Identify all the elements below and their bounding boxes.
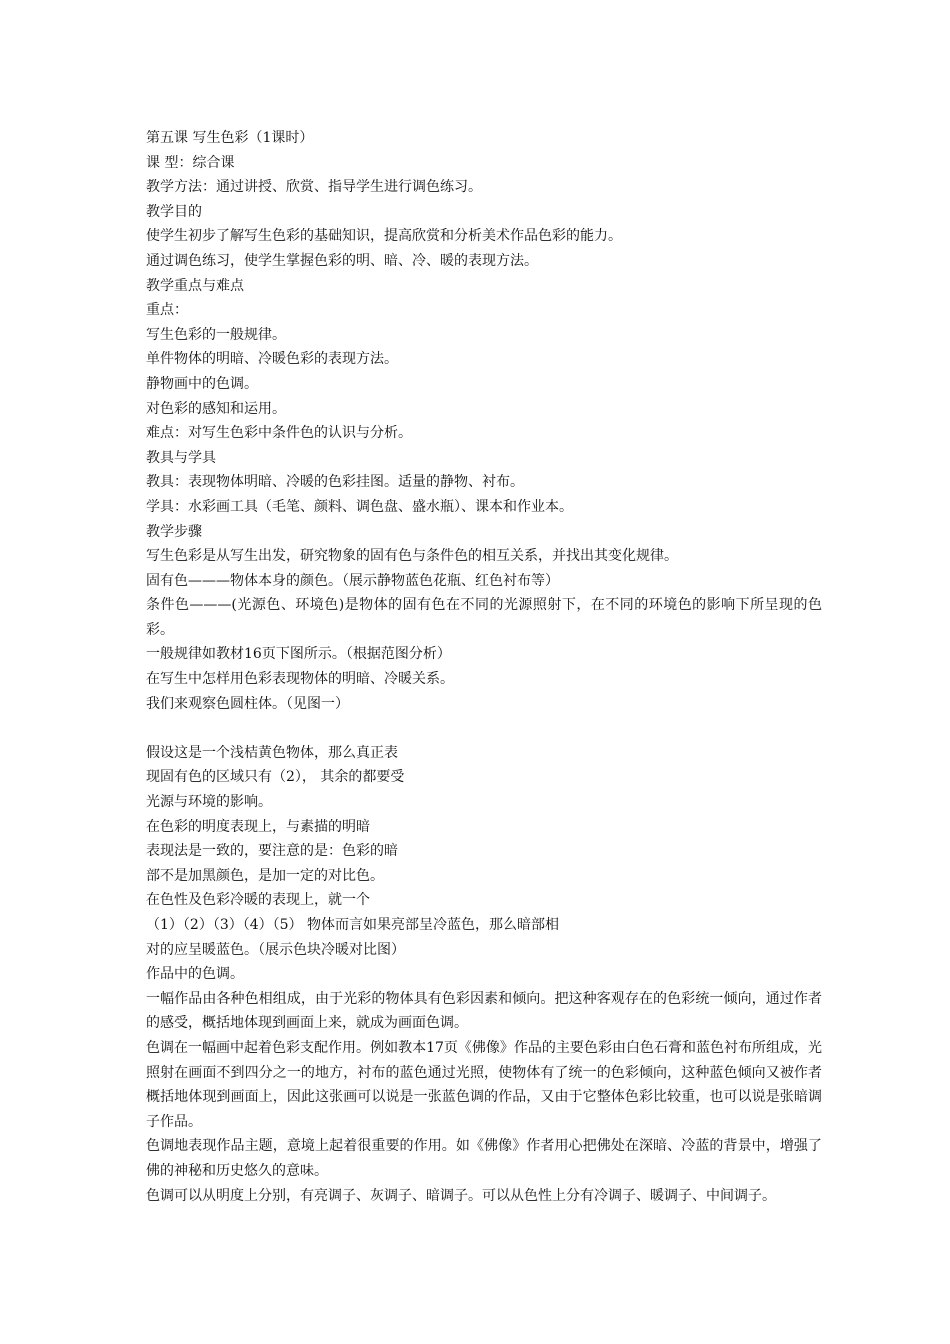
- lesson-title: 第五课 写生色彩（1课时）: [146, 130, 314, 146]
- paragraph: 色调在一幅画中起着色彩支配作用。例如教本17页《佛像》作品的主要色彩由白色石膏和蓝色衬布所组成，光照射在画面不到四分之一的地方，衬布的蓝色通过光照，使物体有了统一的色彩倾向，这种蓝色倾向又被作者概括地体现到画面上，因此这张画可以说是一张蓝色调的作品，又由于它整体色彩比较重，也可以说是张暗调子作品。: [146, 1039, 822, 1130]
- paragraph: 光源与环境的影响。: [146, 794, 272, 811]
- section-heading-goals: 教学目的: [146, 203, 202, 220]
- key-point-item: 对色彩的感知和运用。: [146, 400, 286, 417]
- paragraph: 条件色———(光源色、环境色)是物体的固有色在不同的光源照射下，在不同的环境色的影响下所呈现的色彩。: [146, 597, 822, 638]
- paragraph: 色调地表现作品主题，意境上起着很重要的作用。如《佛像》作者用心把佛处在深暗、冷蓝的背景中，增强了佛的神秘和历史悠久的意味。: [146, 1138, 822, 1179]
- paragraph: 固有色———物体本身的颜色。（展示静物蓝色花瓶、红色衬布等）: [146, 572, 559, 589]
- paragraph: 色调可以从明度上分别，有亮调子、灰调子、暗调子。可以从色性上分有冷调子、暖调子、中间调子。: [146, 1187, 776, 1204]
- paragraph: 现固有色的区域只有（2）， 其余的都要受: [146, 769, 405, 786]
- paragraph: 部不是加黑颜色，是加一定的对比色。: [146, 867, 384, 884]
- goal-line: 使学生初步了解写生色彩的基础知识，提高欣赏和分析美术作品色彩的能力。: [146, 228, 622, 245]
- paragraph: 作品中的色调。: [146, 966, 244, 983]
- key-point-item: 单件物体的明暗、冷暖色彩的表现方法。: [146, 351, 398, 368]
- teaching-method: 教学方法：通过讲授、欣赏、指导学生进行调色练习。: [146, 179, 482, 196]
- paragraph: 写生色彩是从写生出发，研究物象的固有色与条件色的相互关系，并找出其变化规律。: [146, 548, 678, 565]
- section-heading-steps: 教学步骤: [146, 523, 202, 540]
- key-point-item: 写生色彩的一般规律。: [146, 326, 286, 343]
- teacher-tools: 教具：表现物体明暗、冷暖的色彩挂图。适量的静物、衬布。: [146, 474, 524, 491]
- paragraph: 一幅作品由各种色相组成，由于光彩的物体具有色彩因素和倾向。把这种客观存在的色彩统一倾向，通过作者的感受，概括地体现到画面上来，就成为画面色调。: [146, 990, 822, 1032]
- paragraph: 我们来观察色圆柱体。（见图一）: [146, 695, 349, 712]
- student-tools: 学具：水彩画工具（毛笔、颜料、调色盘、盛水瓶）、课本和作业本。: [146, 498, 573, 515]
- key-points-label: 重点：: [146, 302, 188, 319]
- paragraph: 对的应呈暖蓝色。（展示色块冷暖对比图）: [146, 941, 405, 958]
- goal-line: 通过调色练习，使学生掌握色彩的明、暗、冷、暖的表现方法。: [146, 252, 538, 269]
- lesson-type: 课 型：综合课: [146, 154, 235, 171]
- difficulty-line: 难点：对写生色彩中条件色的认识与分析。: [146, 425, 412, 442]
- paragraph: 在色彩的明度表现上，与素描的明暗: [146, 818, 370, 835]
- blank-line: [146, 716, 822, 741]
- document-body: [146, 126, 822, 1208]
- paragraph: （1）（2）（3）（4）（5） 物体而言如果亮部呈冷蓝色，那么暗部相: [146, 917, 559, 933]
- paragraph: 在色性及色彩冷暖的表现上，就一个: [146, 892, 370, 909]
- paragraph: 假设这是一个浅桔黄色物体，那么真正表: [146, 744, 398, 761]
- key-point-item: 静物画中的色调。: [146, 375, 258, 392]
- paragraph: 表现法是一致的，要注意的是：色彩的暗: [146, 843, 398, 860]
- section-heading-tools: 教具与学具: [146, 449, 216, 466]
- section-heading-key-points: 教学重点与难点: [146, 277, 244, 294]
- paragraph: 一般规律如教材16页下图所示。（根据范图分析）: [146, 646, 451, 663]
- paragraph: 在写生中怎样用色彩表现物体的明暗、冷暖关系。: [146, 671, 454, 688]
